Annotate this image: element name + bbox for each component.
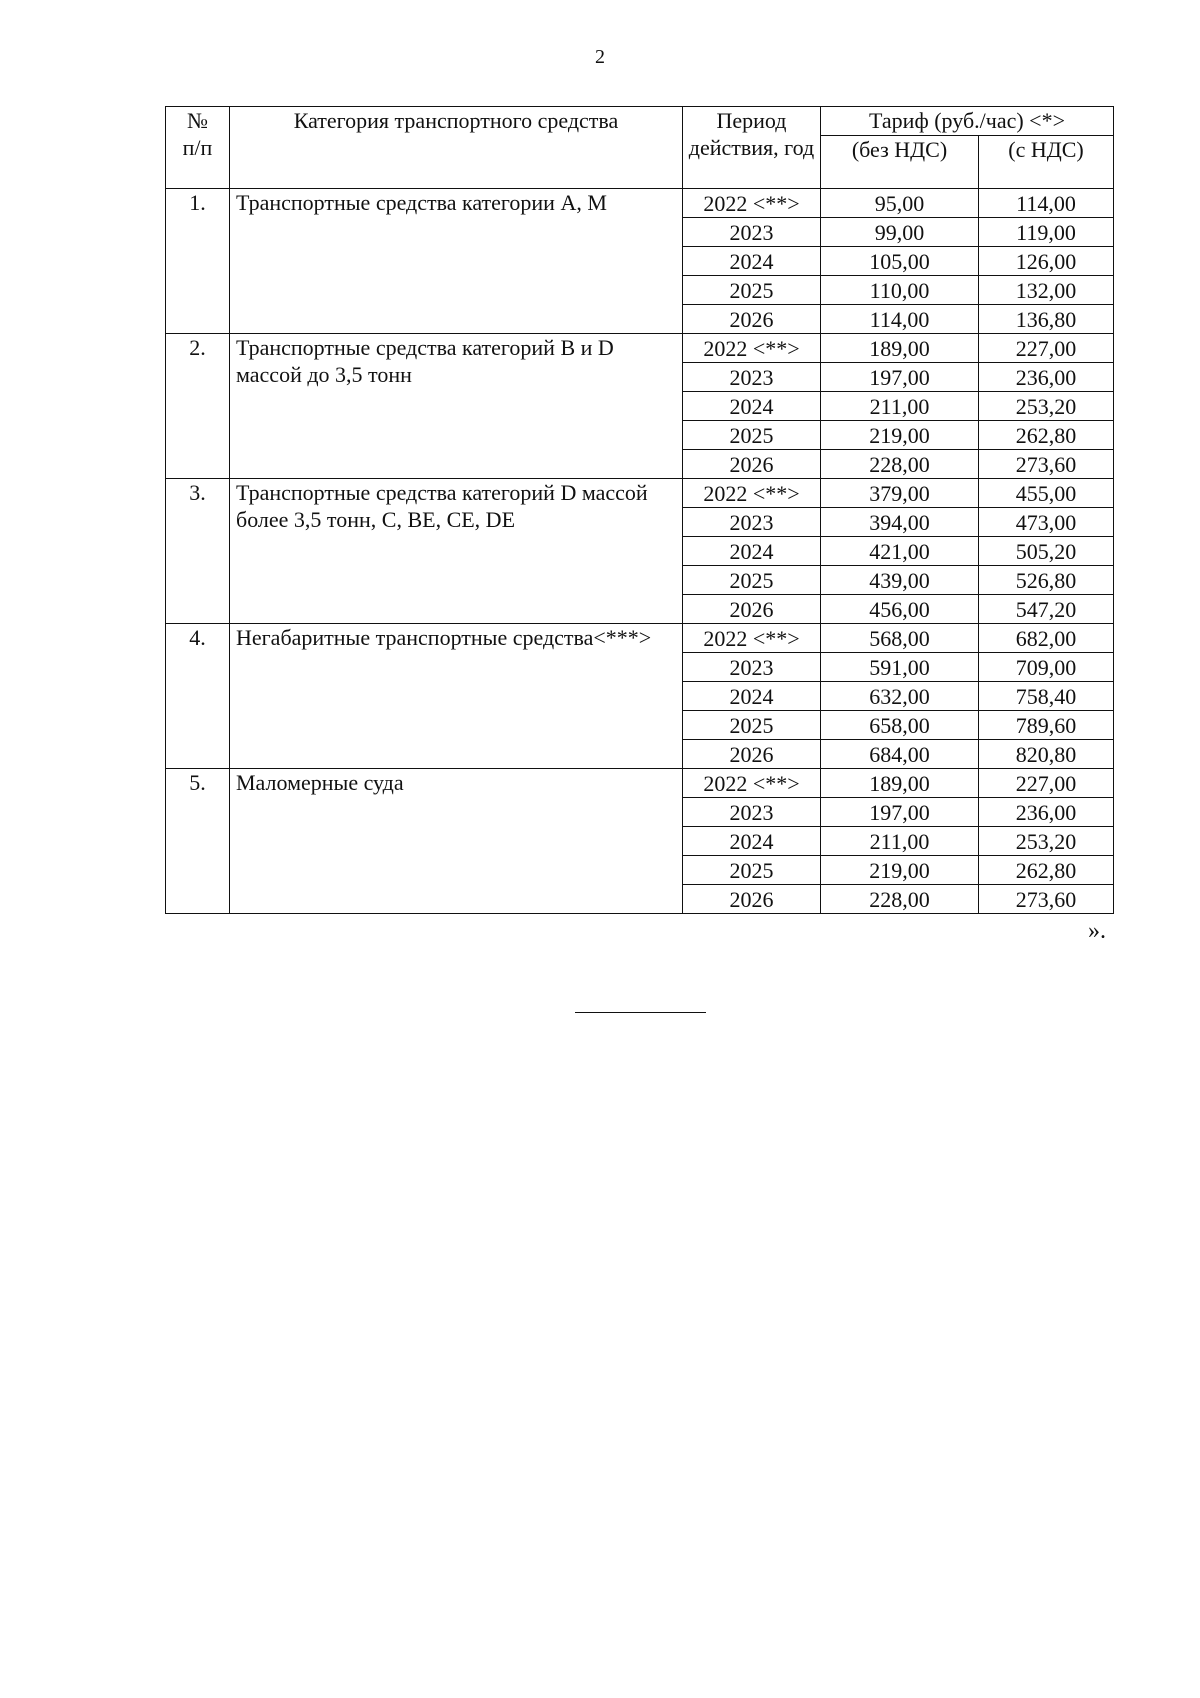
tariff-without-vat: 228,00 — [821, 885, 979, 914]
tariff-with-vat: 119,00 — [979, 218, 1114, 247]
table-row — [166, 189, 1114, 218]
vehicle-category: Негабаритные транспортные средства<***> — [230, 624, 683, 769]
vehicle-category: Транспортные средства категорий D массой более 3,5 тонн, C, BE, CE, DE — [230, 479, 683, 624]
period-year: 2025 — [683, 566, 821, 595]
period-year: 2024 — [683, 392, 821, 421]
period-year: 2025 — [683, 421, 821, 450]
tariff-with-vat: 262,80 — [979, 856, 1114, 885]
table-header — [166, 107, 1114, 189]
period-year: 2026 — [683, 450, 821, 479]
tariff-with-vat: 820,80 — [979, 740, 1114, 769]
tariff-with-vat: 789,60 — [979, 711, 1114, 740]
tariff-without-vat: 211,00 — [821, 827, 979, 856]
tariff-with-vat: 236,00 — [979, 798, 1114, 827]
tariff-with-vat: 547,20 — [979, 595, 1114, 624]
period-year: 2026 — [683, 885, 821, 914]
tariff-with-vat: 455,00 — [979, 479, 1114, 508]
period-year: 2022 <**> — [683, 334, 821, 363]
tariff-without-vat: 105,00 — [821, 247, 979, 276]
tariff-without-vat: 114,00 — [821, 305, 979, 334]
tariff-without-vat: 568,00 — [821, 624, 979, 653]
closing-quote-mark: ». — [1088, 918, 1106, 944]
table-row — [166, 769, 1114, 798]
period-year: 2022 <**> — [683, 769, 821, 798]
period-year: 2026 — [683, 740, 821, 769]
tariff-without-vat: 591,00 — [821, 653, 979, 682]
tariff-without-vat: 197,00 — [821, 798, 979, 827]
row-number: 5. — [166, 769, 230, 914]
header-without-vat: (без НДС) — [821, 136, 979, 189]
table-row — [166, 624, 1114, 653]
tariff-without-vat: 219,00 — [821, 856, 979, 885]
tariff-with-vat: 126,00 — [979, 247, 1114, 276]
period-year: 2022 <**> — [683, 479, 821, 508]
period-year: 2023 — [683, 363, 821, 392]
tariff-with-vat: 132,00 — [979, 276, 1114, 305]
period-year: 2024 — [683, 537, 821, 566]
tariff-without-vat: 439,00 — [821, 566, 979, 595]
period-year: 2024 — [683, 827, 821, 856]
tariff-table — [165, 106, 1114, 914]
tariff-without-vat: 394,00 — [821, 508, 979, 537]
table-row — [166, 334, 1114, 363]
tariff-with-vat: 114,00 — [979, 189, 1114, 218]
tariff-without-vat: 189,00 — [821, 769, 979, 798]
period-year: 2026 — [683, 595, 821, 624]
period-year: 2024 — [683, 247, 821, 276]
page-number: 2 — [595, 46, 605, 68]
table-row — [166, 479, 1114, 508]
period-year: 2023 — [683, 508, 821, 537]
tariff-without-vat: 658,00 — [821, 711, 979, 740]
period-year: 2022 <**> — [683, 189, 821, 218]
end-rule — [575, 1012, 706, 1013]
tariff-with-vat: 227,00 — [979, 334, 1114, 363]
period-year: 2022 <**> — [683, 624, 821, 653]
row-number: 4. — [166, 624, 230, 769]
tariff-without-vat: 379,00 — [821, 479, 979, 508]
period-year: 2024 — [683, 682, 821, 711]
period-year: 2026 — [683, 305, 821, 334]
tariff-with-vat: 253,20 — [979, 392, 1114, 421]
header-category: Категория транспортного средства — [230, 107, 683, 189]
tariff-without-vat: 95,00 — [821, 189, 979, 218]
header-tariff: Тариф (руб./час) <*> — [821, 107, 1114, 136]
period-year: 2025 — [683, 856, 821, 885]
tariff-without-vat: 211,00 — [821, 392, 979, 421]
header-period: Период действия, год — [683, 107, 821, 189]
tariff-with-vat: 758,40 — [979, 682, 1114, 711]
tariff-with-vat: 136,80 — [979, 305, 1114, 334]
vehicle-category: Маломерные суда — [230, 769, 683, 914]
tariff-with-vat: 262,80 — [979, 421, 1114, 450]
header-with-vat: (с НДС) — [979, 136, 1114, 189]
period-year: 2025 — [683, 711, 821, 740]
tariff-with-vat: 682,00 — [979, 624, 1114, 653]
tariff-without-vat: 228,00 — [821, 450, 979, 479]
period-year: 2023 — [683, 798, 821, 827]
period-year: 2023 — [683, 653, 821, 682]
tariff-with-vat: 236,00 — [979, 363, 1114, 392]
vehicle-category: Транспортные средства категорий B и D массой до 3,5 тонн — [230, 334, 683, 479]
period-year: 2023 — [683, 218, 821, 247]
row-number: 1. — [166, 189, 230, 334]
header-number: № п/п — [166, 107, 230, 189]
tariff-with-vat: 227,00 — [979, 769, 1114, 798]
tariff-without-vat: 684,00 — [821, 740, 979, 769]
tariff-with-vat: 273,60 — [979, 885, 1114, 914]
tariff-without-vat: 456,00 — [821, 595, 979, 624]
tariff-without-vat: 189,00 — [821, 334, 979, 363]
tariff-with-vat: 253,20 — [979, 827, 1114, 856]
tariff-with-vat: 505,20 — [979, 537, 1114, 566]
tariff-without-vat: 632,00 — [821, 682, 979, 711]
tariff-without-vat: 219,00 — [821, 421, 979, 450]
tariff-without-vat: 197,00 — [821, 363, 979, 392]
tariff-with-vat: 273,60 — [979, 450, 1114, 479]
row-number: 2. — [166, 334, 230, 479]
tariff-with-vat: 473,00 — [979, 508, 1114, 537]
table-body — [166, 189, 1114, 914]
tariff-without-vat: 110,00 — [821, 276, 979, 305]
tariff-without-vat: 99,00 — [821, 218, 979, 247]
tariff-with-vat: 709,00 — [979, 653, 1114, 682]
vehicle-category: Транспортные средства категории А, М — [230, 189, 683, 334]
tariff-without-vat: 421,00 — [821, 537, 979, 566]
period-year: 2025 — [683, 276, 821, 305]
tariff-with-vat: 526,80 — [979, 566, 1114, 595]
row-number: 3. — [166, 479, 230, 624]
